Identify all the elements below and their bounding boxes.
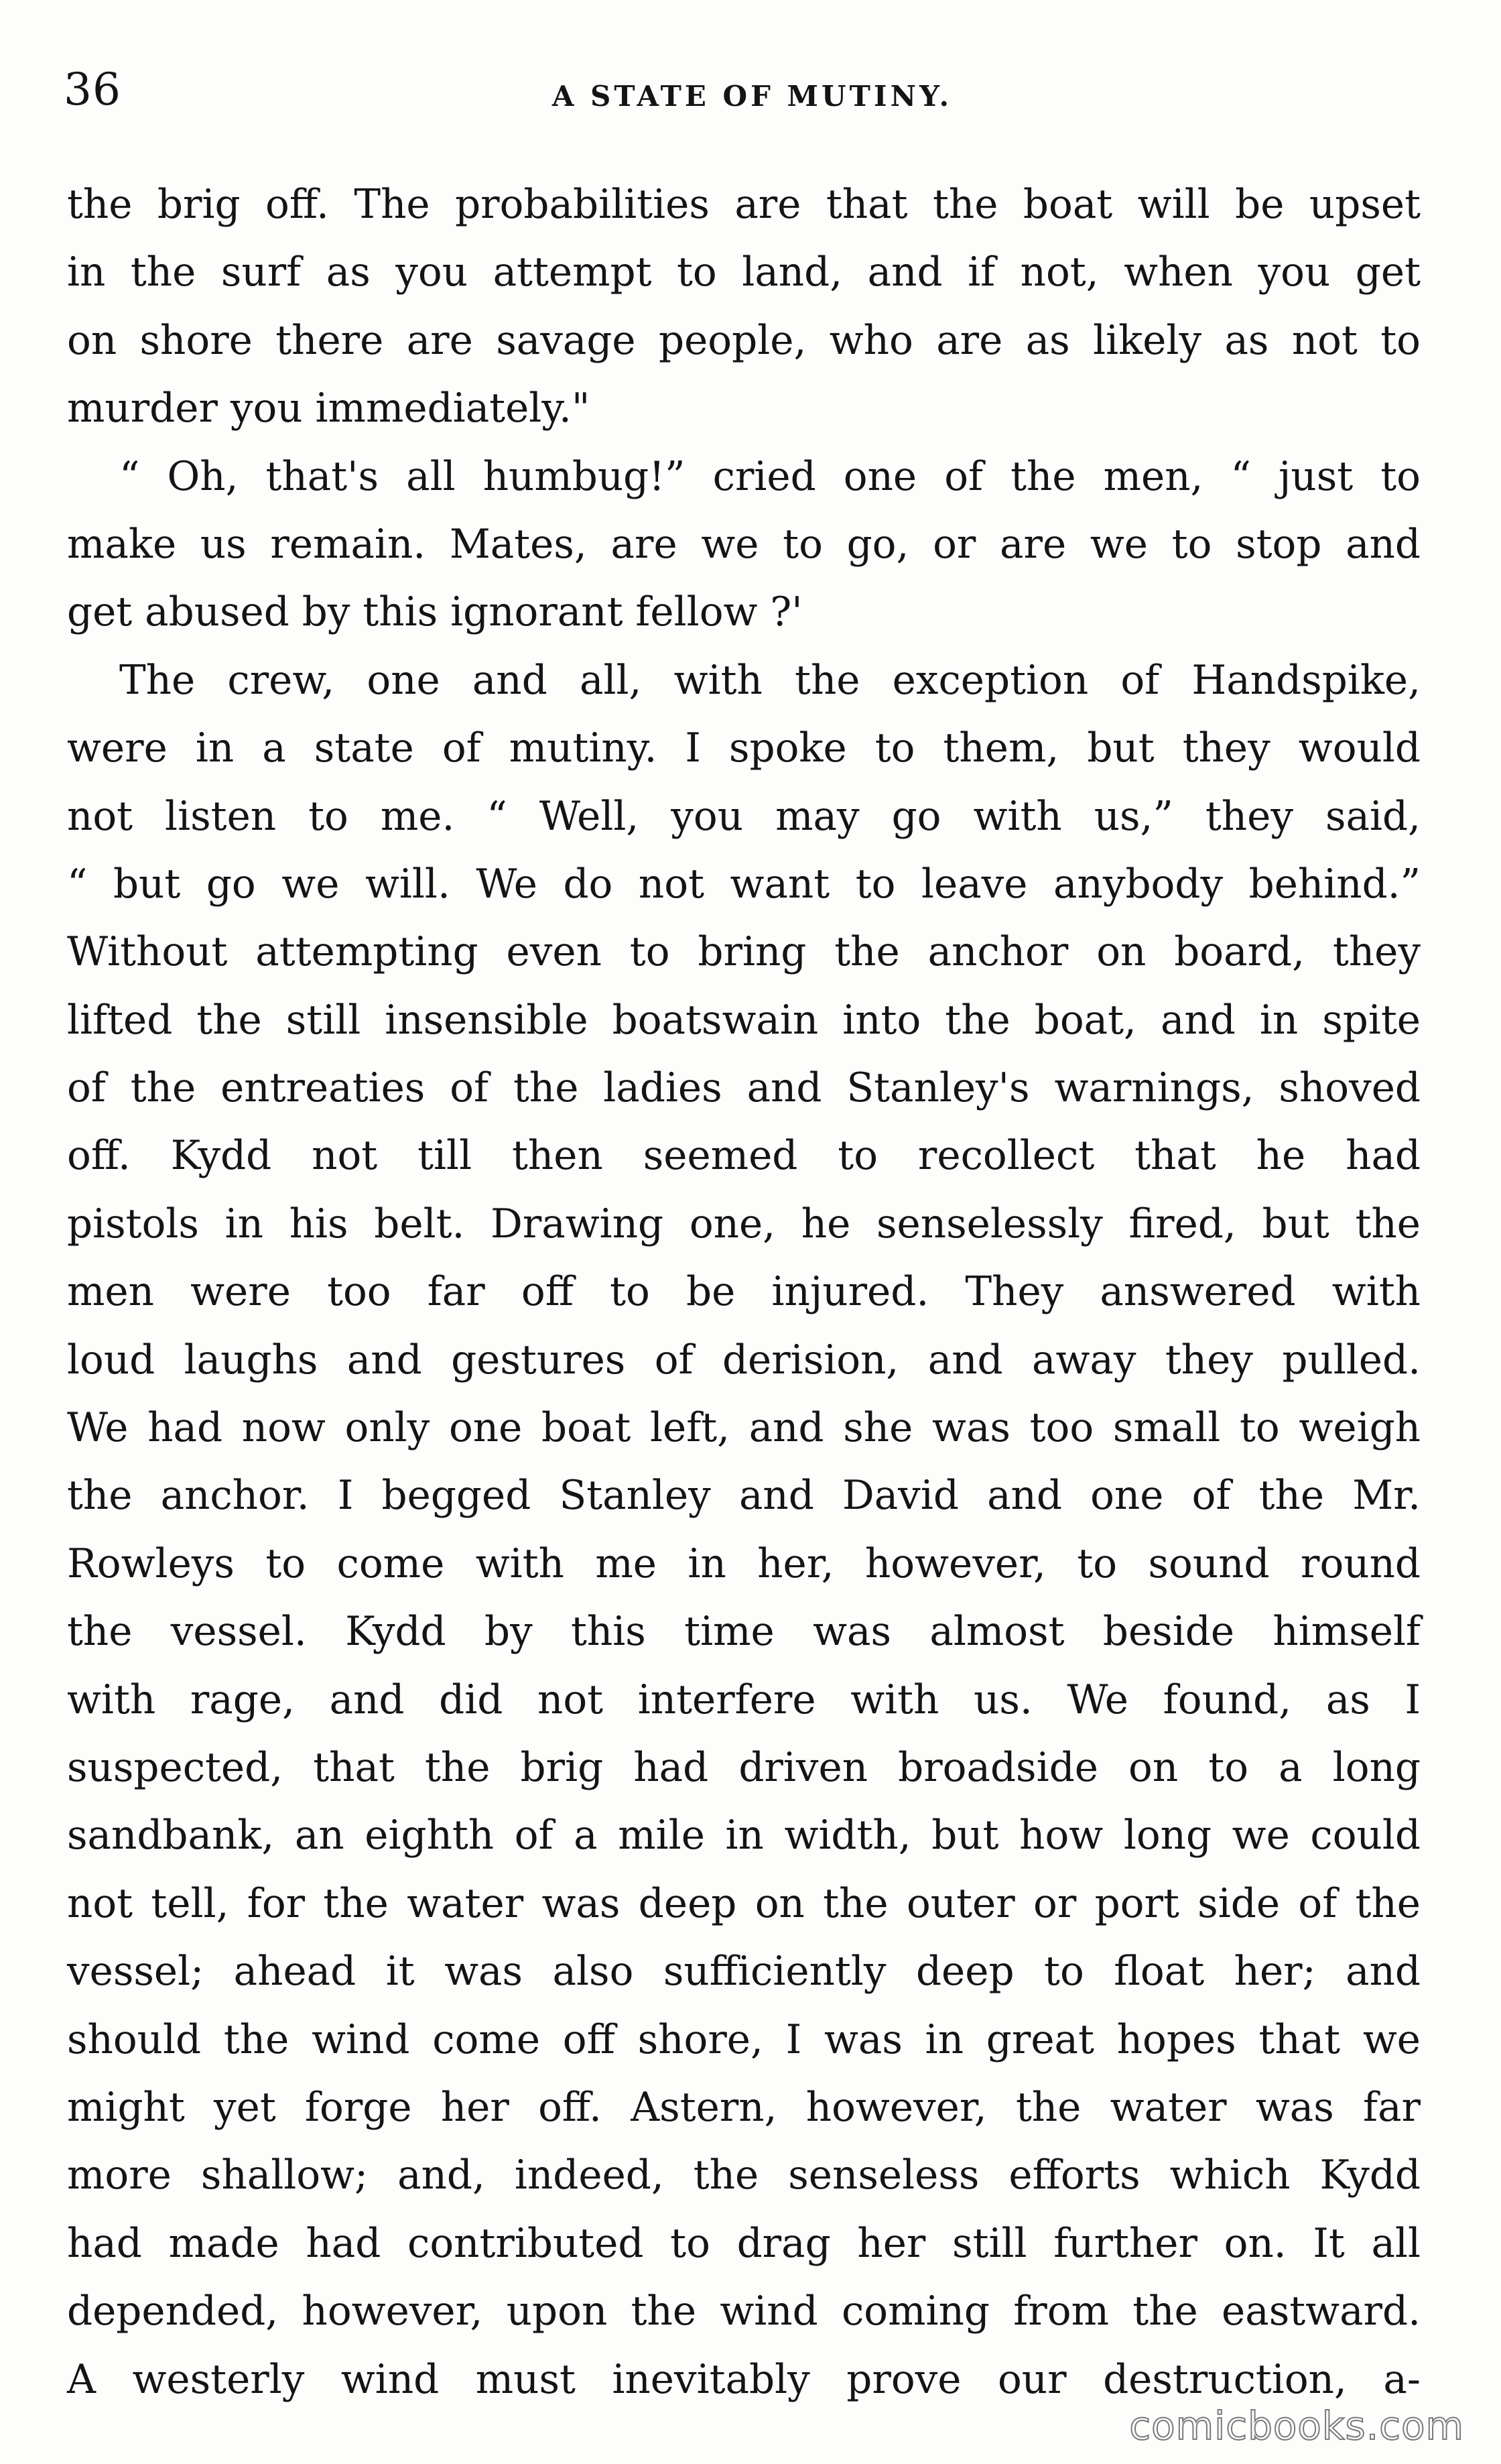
text-line: We had now only one boat left, and she was too small to weigh	[67, 1405, 1421, 1452]
text-line: vessel; ahead it was also sufficiently deep to float her; and	[67, 1949, 1421, 1995]
text-line: A westerly wind must inevitably prove our destruction, a-	[67, 2356, 1421, 2403]
text-line: on shore there are savage people, who are as likely as not to	[67, 317, 1421, 364]
text-line: not listen to me. “ Well, you may go with us,” they said,	[67, 793, 1421, 840]
text-line: The crew, one and all, with the exception of Handspike,	[119, 657, 1421, 704]
text-line: the anchor. I begged Stanley and David and one of the Mr.	[67, 1473, 1421, 1520]
text-line: in the surf as you attempt to land, and if not, when you get	[67, 249, 1421, 296]
text-line: get abused by this ignorant fellow ?'	[67, 589, 803, 636]
text-line: suspected, that the brig had driven broadside on to a long	[67, 1744, 1421, 1791]
text-line: Rowleys to come with me in her, however, to sound round	[67, 1540, 1421, 1587]
text-line: were in a state of mutiny. I spoke to them, but they would	[67, 725, 1421, 772]
text-line: make us remain. Mates, are we to go, or are we to stop and	[67, 521, 1421, 568]
text-line: more shallow; and, indeed, the senseless efforts which Kydd	[67, 2152, 1421, 2199]
text-line: loud laughs and gestures of derision, and away they pulled.	[67, 1337, 1421, 1383]
text-line: the vessel. Kydd by this time was almost beside himself	[67, 1609, 1421, 1656]
text-line: lifted the still insensible boatswain into the boat, and in spite	[67, 997, 1421, 1044]
text-line: pistols in his belt. Drawing one, he senselessly fired, but the	[67, 1200, 1421, 1247]
running-head	[64, 56, 1441, 137]
text-line: of the entreaties of the ladies and Stanley's warnings, shoved	[67, 1065, 1421, 1112]
text-line: with rage, and did not interfere with us. We found, as I	[67, 1676, 1421, 1723]
text-line: might yet forge her off. Astern, however, the water was far	[67, 2084, 1421, 2131]
text-line: men were too far off to be injured. They answered with	[67, 1269, 1421, 1316]
text-line: off. Kydd not till then seemed to recollect that he had	[67, 1133, 1421, 1180]
site-watermark: comicbooks.com	[1129, 2403, 1464, 2449]
text-line: sandbank, an eighth of a mile in width, but how long we could	[67, 1812, 1421, 1859]
body-text	[67, 171, 1421, 2414]
running-title: A STATE OF MUTINY.	[551, 80, 953, 113]
text-line: murder you immediately."	[67, 385, 590, 432]
text-line: Without attempting even to bring the anchor on board, they	[67, 929, 1421, 976]
text-line: not tell, for the water was deep on the outer or port side of the	[67, 1880, 1421, 1927]
text-line: depended, however, upon the wind coming from the eastward.	[67, 2288, 1421, 2335]
page-number: 36	[64, 64, 121, 115]
text-line: “ but go we will. We do not want to leave anybody behind.”	[67, 861, 1421, 908]
text-line: the brig off. The probabilities are that the boat will be upset	[67, 182, 1421, 228]
text-line: had made had contributed to drag her still further on. It all	[67, 2220, 1421, 2267]
text-line: should the wind come off shore, I was in great hopes that we	[67, 2016, 1421, 2063]
text-line: “ Oh, that's all humbug!” cried one of the men, “ just to	[119, 453, 1421, 500]
